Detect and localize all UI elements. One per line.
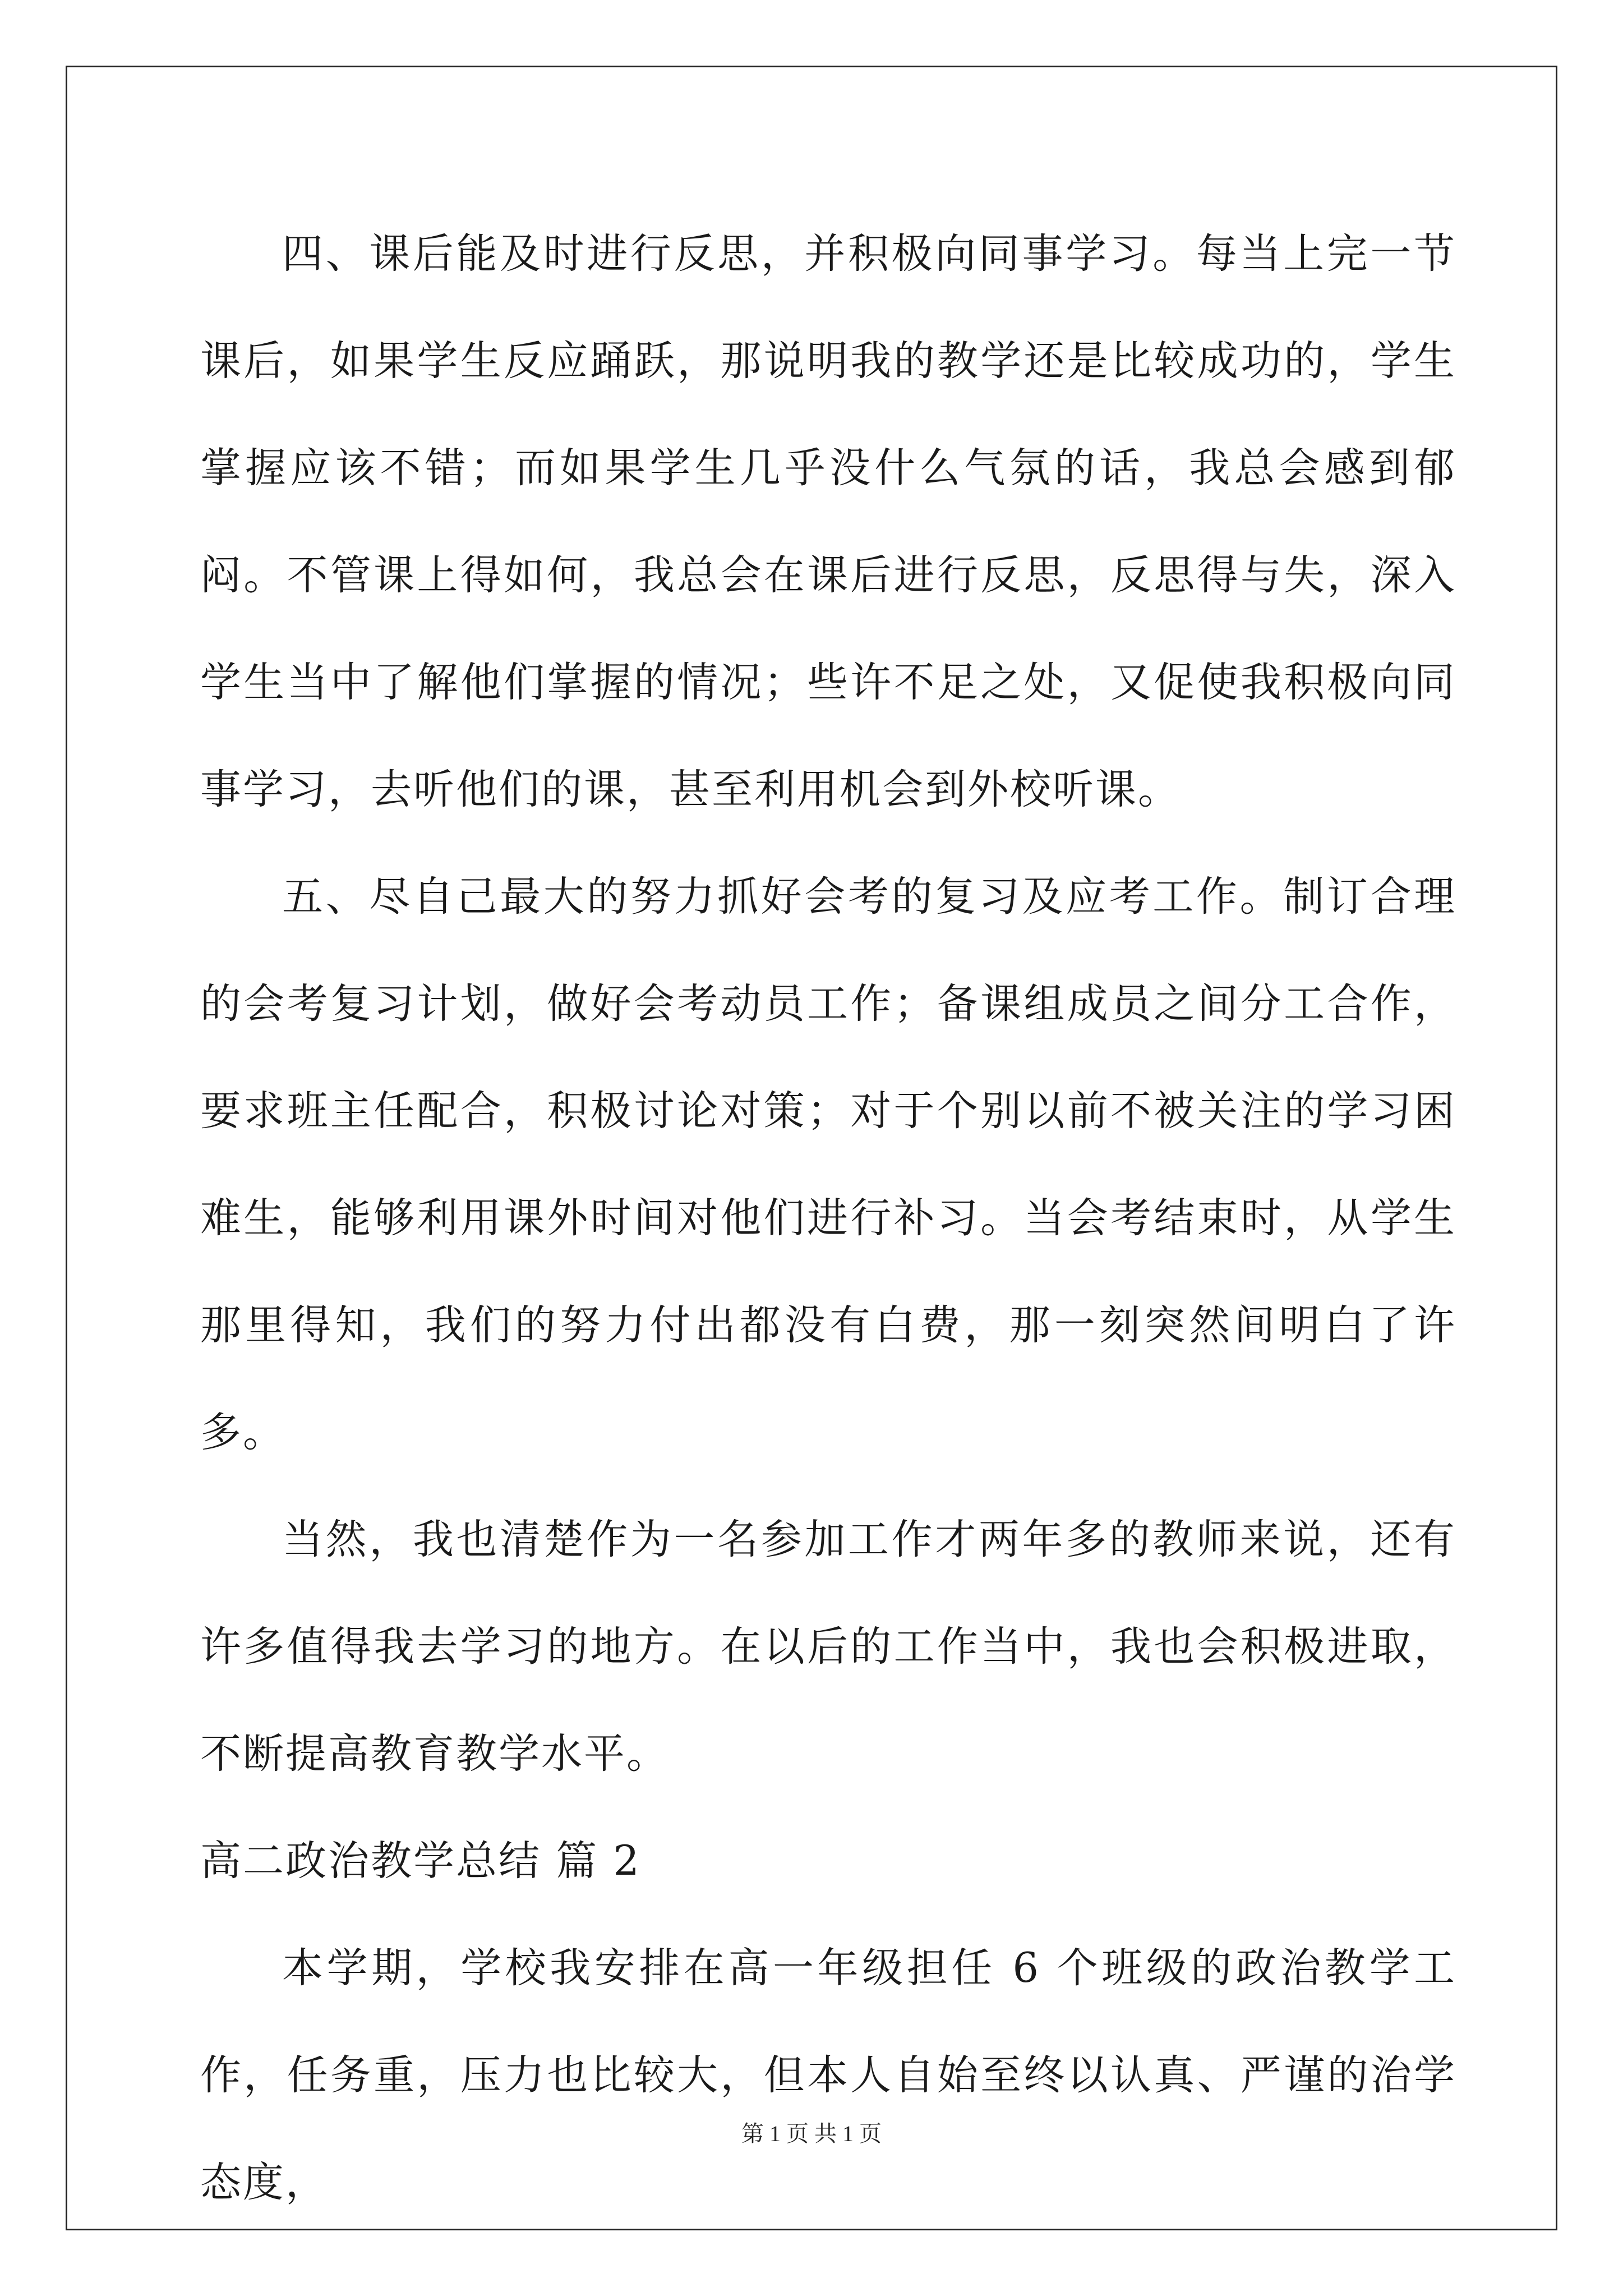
paragraph-semester-intro: 本学期，学校我安排在高一年级担任 6 个班级的政治教学工作，任务重，压力也比较大，但本人自始至终以认真、严谨的治学态度， xyxy=(200,1944,1456,2206)
section-heading: 高二政治教学总结 篇 2 xyxy=(200,1837,641,1885)
document-body xyxy=(200,200,1456,2236)
page-footer: 第 1 页 共 1 页 xyxy=(741,2121,882,2146)
paragraph-reflection: 四、课后能及时进行反思，并积极向同事学习。每当上完一节课后，如果学生反应踊跃，那说明我的教学还是比较成功的，学生掌握应该不错；而如果学生几乎没什么气氛的话，我总会感到郁闷。不管课上得如何，我总会在课后进行反思，反思得与失，深入学生当中了解他们掌握的情况；些许不足之处，又促使我积极向同事学习，去听他们的课，甚至利用机会到外校听课。 xyxy=(200,230,1456,813)
paragraph-exam-review: 五、尽自己最大的努力抓好会考的复习及应考工作。制订合理的会考复习计划，做好会考动员工作；备课组成员之间分工合作，要求班主任配合，积极讨论对策；对于个别以前不被关注的学习困难生，能够利用课外时间对他们进行补习。当会考结束时，从学生那里得知，我们的努力付出都没有白费，那一刻突然间明白了许多。 xyxy=(200,873,1456,1456)
paragraph-conclusion: 当然，我也清楚作为一名参加工作才两年多的教师来说，还有许多值得我去学习的地方。在以后的工作当中，我也会积极进取，不断提高教育教学水平。 xyxy=(200,1516,1456,1778)
